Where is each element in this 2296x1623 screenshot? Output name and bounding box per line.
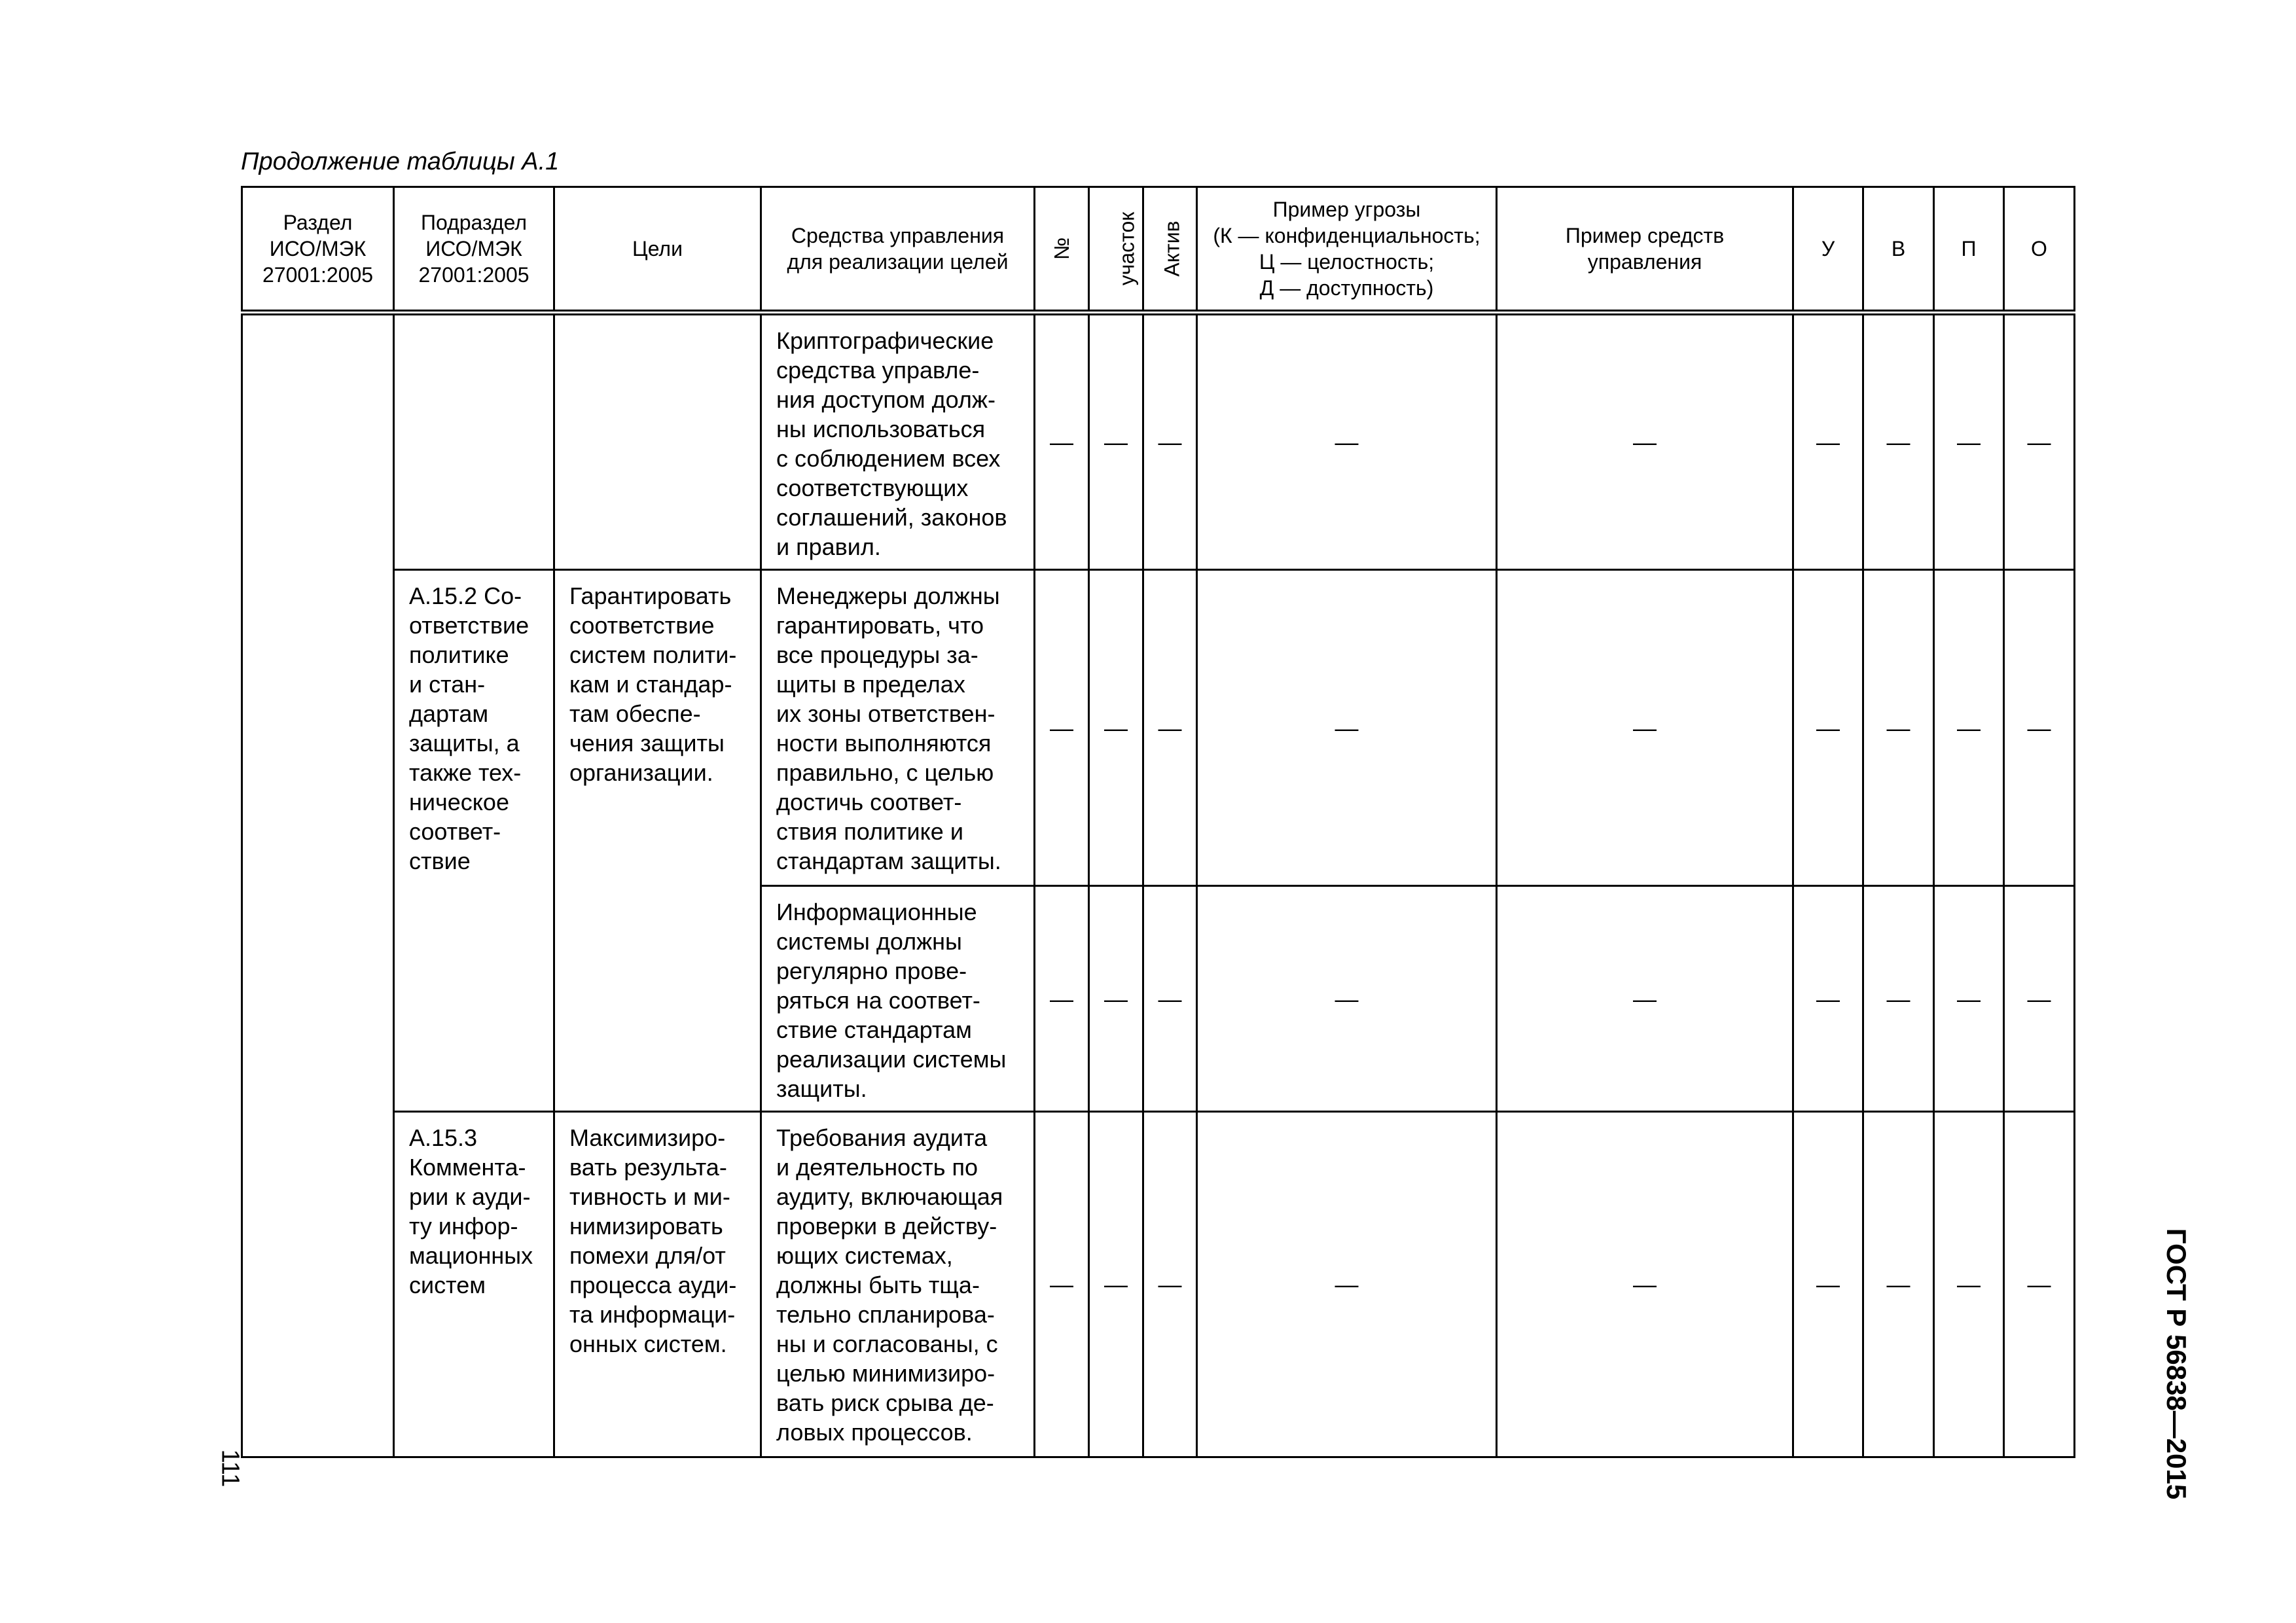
controls-cell: [761, 1112, 1035, 1457]
header-line: ИСО/МЭК: [269, 237, 367, 260]
text-line: ствие стандартам: [776, 1016, 972, 1043]
header-p: П: [1934, 187, 2004, 313]
text-line: дартам: [409, 700, 489, 727]
header-line: Средства управления: [791, 224, 1005, 247]
text-line: гарантировать, что: [776, 612, 984, 639]
p-cell: —: [1934, 886, 2004, 1112]
header-control-example: [1497, 187, 1793, 313]
v-cell: —: [1863, 1112, 1934, 1457]
controls-cell: [761, 886, 1035, 1112]
o-cell: —: [2004, 886, 2075, 1112]
text-line: ны и согласованы, с: [776, 1330, 998, 1357]
text-line: систем: [409, 1272, 486, 1298]
header-row: [242, 187, 2075, 313]
text-line: целью минимизиро-: [776, 1360, 996, 1387]
subsection-cell: [394, 1112, 554, 1457]
text-line: организации.: [569, 759, 713, 786]
header-asset-label: Актив: [1160, 221, 1184, 277]
area-cell: —: [1089, 313, 1143, 570]
asset-cell: —: [1143, 570, 1197, 886]
threat-cell: —: [1197, 1112, 1497, 1457]
table-row: [242, 570, 2075, 886]
u-cell: —: [1793, 570, 1863, 886]
text-line: там обеспе-: [569, 700, 701, 727]
text-line: тельно спланирова-: [776, 1301, 995, 1328]
header-line: Пример средств: [1565, 224, 1725, 247]
text-line: защиты.: [776, 1075, 867, 1102]
text-line: системы должны: [776, 928, 962, 955]
text-line: средства управле-: [776, 357, 980, 383]
o-cell: —: [2004, 313, 2075, 570]
text-line: Криптографические: [776, 327, 994, 354]
header-v: В: [1863, 187, 1934, 313]
text-line: кам и стандар-: [569, 671, 732, 698]
text-line: соответствующих: [776, 474, 969, 501]
text-line: чения защиты: [569, 730, 725, 757]
v-cell: —: [1863, 570, 1934, 886]
text-line: политике: [409, 641, 509, 668]
text-line: ответствие: [409, 612, 529, 639]
threat-cell: —: [1197, 570, 1497, 886]
header-asset: [1143, 187, 1197, 313]
area-cell: —: [1089, 1112, 1143, 1457]
header-line: 27001:2005: [262, 263, 374, 287]
text-line: защиты, а: [409, 730, 520, 757]
control-example-cell: —: [1497, 570, 1793, 886]
text-line: рии к ауди-: [409, 1183, 531, 1210]
subsection-cell: [394, 313, 554, 570]
goals-cell: [554, 1112, 761, 1457]
number-cell: —: [1035, 886, 1089, 1112]
v-cell: —: [1863, 886, 1934, 1112]
header-controls: [761, 187, 1035, 313]
text-line: с соблюдением всех: [776, 445, 1001, 472]
header-goals: [554, 187, 761, 313]
controls-cell: [761, 570, 1035, 886]
threat-control-table: [241, 186, 2075, 1458]
text-line: Требования аудита: [776, 1124, 988, 1151]
number-cell: —: [1035, 570, 1089, 886]
table-row: [242, 313, 2075, 570]
u-cell: —: [1793, 886, 1863, 1112]
header-line: Ц — целостность;: [1259, 250, 1435, 274]
u-cell: —: [1793, 1112, 1863, 1457]
header-section: [242, 187, 394, 313]
header-line: управления: [1587, 250, 1702, 274]
text-line: аудиту, включающая: [776, 1183, 1003, 1210]
text-line: ющих системах,: [776, 1242, 953, 1269]
text-line: их зоны ответствен-: [776, 700, 996, 727]
text-line: реализации системы: [776, 1046, 1007, 1073]
goals-cell: [554, 313, 761, 570]
threat-cell: —: [1197, 886, 1497, 1112]
u-cell: —: [1793, 313, 1863, 570]
text-line: А.15.3: [409, 1124, 478, 1151]
text-line: и деятельность по: [776, 1154, 978, 1181]
text-line: Менеджеры должны: [776, 582, 1000, 609]
header-line: Подраздел: [420, 211, 528, 234]
text-line: Информационные: [776, 899, 977, 925]
text-line: соответствие: [569, 612, 715, 639]
text-line: Максимизиро-: [569, 1124, 726, 1151]
area-cell: —: [1089, 886, 1143, 1112]
header-line: ИСО/МЭК: [425, 237, 522, 260]
asset-cell: —: [1143, 313, 1197, 570]
text-line: онных систем.: [569, 1330, 727, 1357]
header-subsection: [394, 187, 554, 313]
text-line: и стан-: [409, 671, 486, 698]
text-line: проверки в действу-: [776, 1213, 997, 1240]
text-line: соответ-: [409, 818, 501, 845]
header-line: Раздел: [283, 211, 353, 234]
header-area-label: участок: [1115, 211, 1139, 286]
text-line: щиты в пределах: [776, 671, 965, 698]
text-line: Гарантировать: [569, 582, 732, 609]
header-area: [1089, 187, 1143, 313]
header-line: 27001:2005: [418, 263, 529, 287]
text-line: процесса ауди-: [569, 1272, 737, 1298]
text-line: ности выполняются: [776, 730, 992, 757]
area-cell: —: [1089, 570, 1143, 886]
text-line: все процедуры за-: [776, 641, 978, 668]
o-cell: —: [2004, 1112, 2075, 1457]
text-line: систем полити-: [569, 641, 737, 668]
text-line: ту инфор-: [409, 1213, 518, 1240]
control-example-cell: —: [1497, 313, 1793, 570]
text-line: А.15.2 Со-: [409, 582, 522, 609]
subsection-cell: [394, 570, 554, 1112]
text-line: помехи для/от: [569, 1242, 726, 1269]
header-line: Д — доступность): [1259, 276, 1434, 300]
asset-cell: —: [1143, 1112, 1197, 1457]
p-cell: —: [1934, 570, 2004, 886]
control-example-cell: —: [1497, 886, 1793, 1112]
text-line: регулярно прове-: [776, 957, 967, 984]
table-row: [242, 1112, 2075, 1457]
text-line: ряться на соответ-: [776, 987, 980, 1014]
section-cell: [242, 313, 394, 1457]
table-caption: Продолжение таблицы А.1: [241, 148, 560, 175]
text-line: ния доступом долж-: [776, 386, 996, 413]
text-line: ствия политике и: [776, 818, 963, 845]
text-line: мационных: [409, 1242, 533, 1269]
text-line: и правил.: [776, 533, 881, 560]
text-line: вать риск срыва де-: [776, 1389, 994, 1416]
header-number-label: №: [1049, 237, 1073, 260]
text-line: ническое: [409, 789, 509, 815]
text-line: тивность и ми-: [569, 1183, 730, 1210]
page-number: 111: [216, 1449, 244, 1488]
header-line: для реализации целей: [787, 250, 1009, 274]
p-cell: —: [1934, 1112, 2004, 1457]
threat-cell: —: [1197, 313, 1497, 570]
number-cell: —: [1035, 313, 1089, 570]
text-line: нимизировать: [569, 1213, 723, 1240]
header-line: Пример угрозы: [1272, 198, 1421, 221]
header-number: [1035, 187, 1089, 313]
text-line: ны использоваться: [776, 416, 986, 442]
v-cell: —: [1863, 313, 1934, 570]
header-line: Цели: [632, 237, 683, 260]
text-line: ствие: [409, 847, 471, 874]
text-line: вать результа-: [569, 1154, 727, 1181]
header-threat: [1197, 187, 1497, 313]
standard-code: ГОСТ Р 56838—2015: [2161, 1228, 2193, 1500]
text-line: стандартам защиты.: [776, 847, 1001, 874]
controls-cell: [761, 313, 1035, 570]
text-line: ловых процессов.: [776, 1419, 973, 1446]
text-line: должны быть тща-: [776, 1272, 980, 1298]
text-line: также тех-: [409, 759, 522, 786]
goals-cell: [554, 570, 761, 1112]
header-line: (К — конфиденциальность;: [1213, 224, 1480, 247]
asset-cell: —: [1143, 886, 1197, 1112]
text-line: правильно, с целью: [776, 759, 994, 786]
o-cell: —: [2004, 570, 2075, 886]
number-cell: —: [1035, 1112, 1089, 1457]
text-line: соглашений, законов: [776, 504, 1007, 531]
text-line: та информаци-: [569, 1301, 736, 1328]
header-u: У: [1793, 187, 1863, 313]
p-cell: —: [1934, 313, 2004, 570]
text-line: Коммента-: [409, 1154, 526, 1181]
text-line: достичь соответ-: [776, 789, 962, 815]
header-o: О: [2004, 187, 2075, 313]
control-example-cell: —: [1497, 1112, 1793, 1457]
